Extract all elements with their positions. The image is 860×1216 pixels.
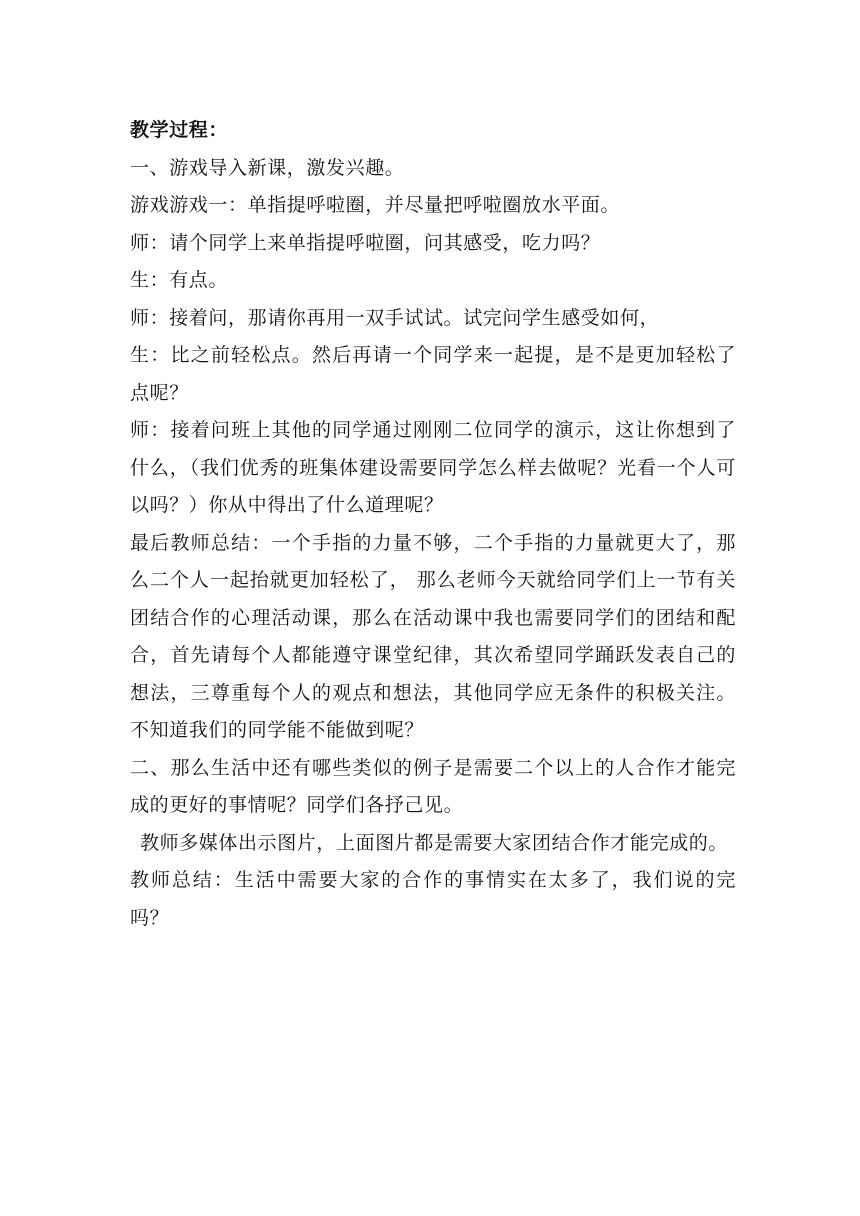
- paragraph-student-answer: 生：有点。: [130, 269, 229, 291]
- paragraph-teacher-discussion: 师：接着问班上其他的同学通过刚刚二位同学的演示，这让你想到了什么，（我们优秀的班集体建设需要同学怎么样去做呢？光看一个人可以吗？）你从中得出了什么道理呢？: [130, 419, 736, 516]
- paragraph-final-summary: 教师总结：生活中需要大家的合作的事情实在太多了，我们说的完吗？: [130, 869, 736, 929]
- paragraph-multimedia: 教师多媒体出示图片，上面图片都是需要大家团结合作才能完成的。: [140, 831, 729, 854]
- paragraph-student-followup: 生：比之前轻松点。然后再请一个同学来一起提，是不是更加轻松了点呢？: [130, 344, 736, 404]
- paragraph-teacher-followup: 师：接着问，那请你再用一双手试试。试完问学生感受如何，: [130, 306, 660, 329]
- section-heading: 教学过程：: [130, 119, 229, 141]
- paragraph-game-intro: 一、游戏导入新课，激发兴趣。: [130, 156, 405, 179]
- paragraph-teacher-summary: 最后教师总结：一个手指的力量不够，二个手指的力量就更大了，那么二个人一起抬就更加轻松了， 那么老师今天就给同学们上一节有关团结合作的心理活动课，那么在活动课中我也需要同学们的团结和配合，首先请每个人都能遵守课堂纪律，其次希望同学踊跃发表自己的想法，三尊重每个人的观点和想法，其他同学应无条件的积极关注。不知道我们的同学能不能做到呢？: [130, 531, 736, 741]
- paragraph-section-two: 二、那么生活中还有哪些类似的例子是需要二个以上的人合作才能完成的更好的事情呢？同学们各抒己见。: [130, 756, 736, 816]
- paragraph-teacher-question: 师：请个同学上来单指提呼啦圈，问其感受，吃力吗？: [130, 231, 601, 254]
- paragraph-game-one: 游戏游戏一：单指提呼啦圈，并尽量把呼啦圈放水平面。: [130, 194, 621, 216]
- document-body: [130, 112, 736, 937]
